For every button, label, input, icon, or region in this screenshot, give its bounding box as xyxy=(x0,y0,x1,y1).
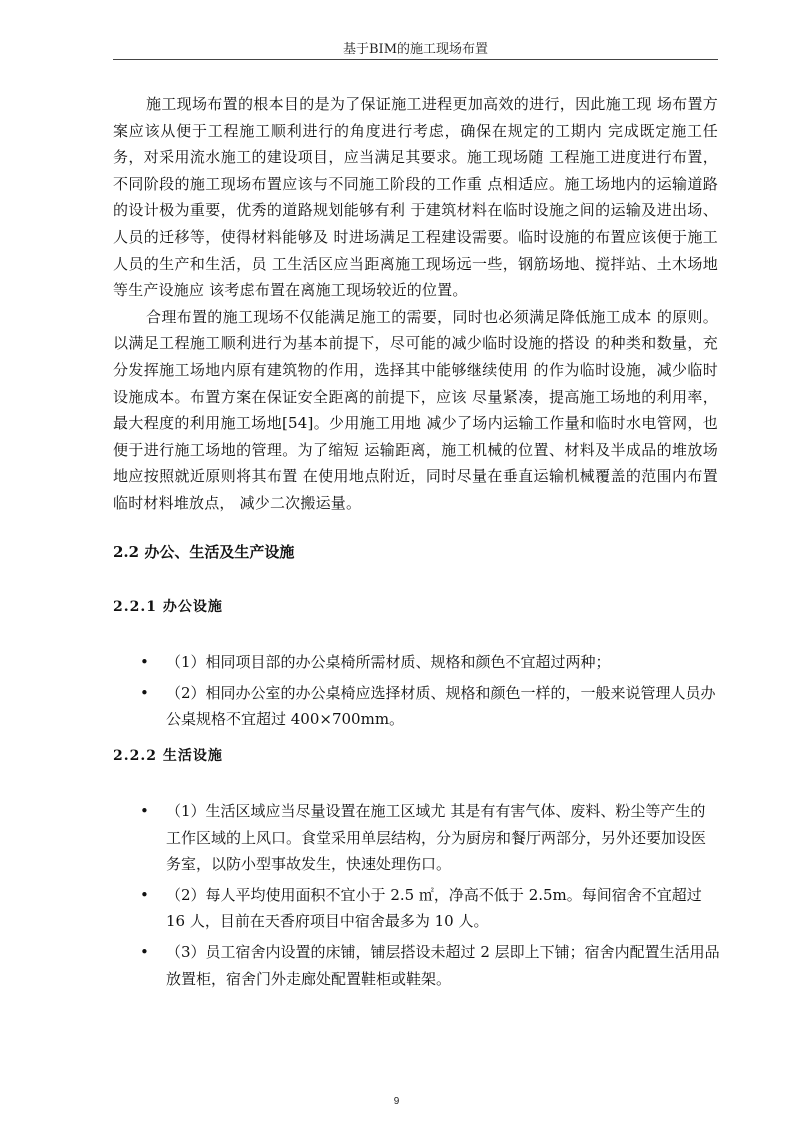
living-facility-list xyxy=(140,798,720,996)
subsection-heading-office: 2.2.1 办公设施 xyxy=(113,599,223,615)
list-item xyxy=(140,680,720,733)
section-heading: 2.2 办公、生活及生产设施 xyxy=(113,543,295,561)
list-item-text: （1）相同项目部的办公桌椅所需材质、规格和颜色不宜超过两种； xyxy=(166,653,611,671)
bullet-icon: • xyxy=(140,885,149,904)
intro-body xyxy=(113,91,718,517)
office-facility-list xyxy=(140,649,720,737)
paragraph-cost-principle: 合理布置的施工现场不仅能满足施工的需要，同时也必须满足降低施工成本 的原则。以满足工程施工顺利进行为基本前提下，尽可能的减少临时设施的搭设 的种类和数量，充分发挥施工场地内原有建筑物的作用，选择其中能够继续使用 的作为临时设施，减少临时设施成本。布置方案在保证安全距离的前提下，应该 尽量紧凑，提高施工场地的利用率，最大程度的利用施工场地[54]。少用施工用地 减少了场内运输工作量和临时水电管网，也便于进行施工场地的管理。为了缩短 运输距离，施工机械的位置、材料及半成品的堆放场地应按照就近原则将其布置 在使用地点附近，同时尽量在垂直运输机械覆盖的范围内布置临时材料堆放点， 减少二次搬运量。 xyxy=(113,307,718,512)
list-item-text: （2）相同办公室的办公桌椅应选择材质、规格和颜色一样的，一般来说管理人员办公桌规格不宜超过 400×700mm。 xyxy=(166,683,716,729)
bullet-icon: • xyxy=(140,942,149,961)
list-item-text: （2）每人平均使用面积不宜小于 2.5 ㎡，净高不低于 2.5m。每间宿舍不宜超过 16 人，目前在天香府项目中宿舍最多为 10 人。 xyxy=(166,885,702,931)
running-header: 基于BIM的施工现场布置 xyxy=(343,42,488,57)
bullet-icon: • xyxy=(140,683,149,702)
list-item-text: （1）生活区域应当尽量设置在施工区域尤 其是有有害气体、废料、粉尘等产生的工作区域的上风口。食堂采用单层结构，分为厨房和餐厅两部分，另外还要加设医务室，以防小型事故发生，快速处理伤口。 xyxy=(166,802,707,874)
subsection-heading-living: 2.2.2 生活设施 xyxy=(113,748,223,764)
bullet-icon: • xyxy=(140,802,149,820)
list-item xyxy=(140,882,720,935)
list-item xyxy=(140,649,720,676)
list-item xyxy=(140,939,720,992)
bullet-icon: • xyxy=(140,653,149,671)
paragraph-site-layout-purpose: 施工现场布置的根本目的是为了保证施工进程更加高效的进行，因此施工现 场布置方案应该从便于工程施工顺利进行的角度进行考虑，确保在规定的工期内 完成既定施工任务，对采用流水施工的建设项目，应当满足其要求。施工现场随 工程施工进度进行布置，不同阶段的施工现场布置应该与不同施工阶段的工作重 点相适应。施工场地内的运输道路的设计极为重要，优秀的道路规划能够有利 于建筑材料在临时设施之间的运输及进出场、人员的迁移等，使得材料能够及 时进场满足工程建设需要。临时设施的布置应该便于施工人员的生产和生活，员 工生活区应当距离施工现场远一些，钢筋场地、搅拌站、土木场地等生产设施应 该考虑布置在离施工现场较近的位置。 xyxy=(113,95,718,300)
list-item-text: （3）员工宿舍内设置的床铺，铺层搭设未超过 2 层即上下铺；宿舍内配置生活用品放置柜，宿舍门外走廊处配置鞋柜或鞋架。 xyxy=(166,942,720,988)
list-item xyxy=(140,798,720,878)
page-number: 9 xyxy=(393,1096,400,1107)
header-divider xyxy=(113,59,718,60)
